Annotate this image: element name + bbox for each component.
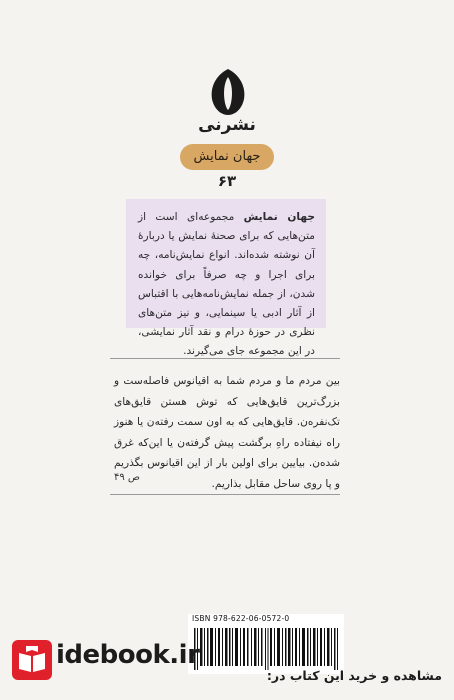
description-line: برای صحنهٔ نمایش یا دربارهٔ آن نوشته شده‌اند.	[138, 230, 315, 262]
quote-line: قایق‌هایی که توش هستن قایق‌های تک‌نفره‌ن. قایق‌هایی	[114, 395, 340, 429]
barcode-bars-icon	[194, 628, 340, 670]
description-line: خوانده شدن، از جمله نمایش‌نامه‌هایی با اقتباس از	[138, 268, 315, 320]
quote-line: بین مردم ما و مردم شما به اقیانوس فاصله‌ست و بزرگ‌ترین	[114, 375, 340, 408]
publisher-name: نشرنی	[198, 115, 256, 135]
quote-top-divider	[110, 358, 340, 359]
watermark-caption: مشاهده و خرید این کتاب در:	[266, 668, 442, 683]
description-line: آثار ادبی یا سینمایی، و نیز متن‌های نظری در حوزهٔ درام	[138, 307, 315, 339]
series-description-title: جهان نمایش	[243, 211, 315, 223]
quote-page-reference: ص ۴۹	[114, 472, 141, 483]
isbn-label: ISBN 978-622-06-0572-0	[192, 614, 290, 623]
description-line: مجموعه‌ای است از متن‌هایی که	[138, 211, 315, 243]
quote-line: اقیانوس بگذریم و پا روی ساحل مقابل بذاریم.	[114, 457, 340, 490]
series-description	[126, 199, 326, 358]
watermark-brand: idebook.ir	[56, 640, 200, 670]
quote-bottom-divider	[110, 494, 340, 495]
barcode	[188, 614, 344, 674]
description-line: انواع نمایش‌نامه، چه برای اجرا و چه صرفاً برای	[138, 249, 316, 281]
book-icon	[12, 640, 52, 680]
nashr-e-ney-logo-icon	[209, 67, 247, 117]
description-line: و نقد آثار نمایشی، در این مجموعه جای می‌گیرند.	[138, 326, 315, 358]
series-number: ۶۳	[217, 172, 237, 190]
series-badge: جهان نمایش	[180, 144, 274, 170]
quote-line: گرفته‌ن یا این‌که غرق شده‌ن. بیایین برای اولین بار از این	[114, 436, 340, 470]
quote-line: که به اون سمت رفته‌ن یا هنوز راه نیفتاده راهِ برگشت پیش	[114, 416, 341, 449]
